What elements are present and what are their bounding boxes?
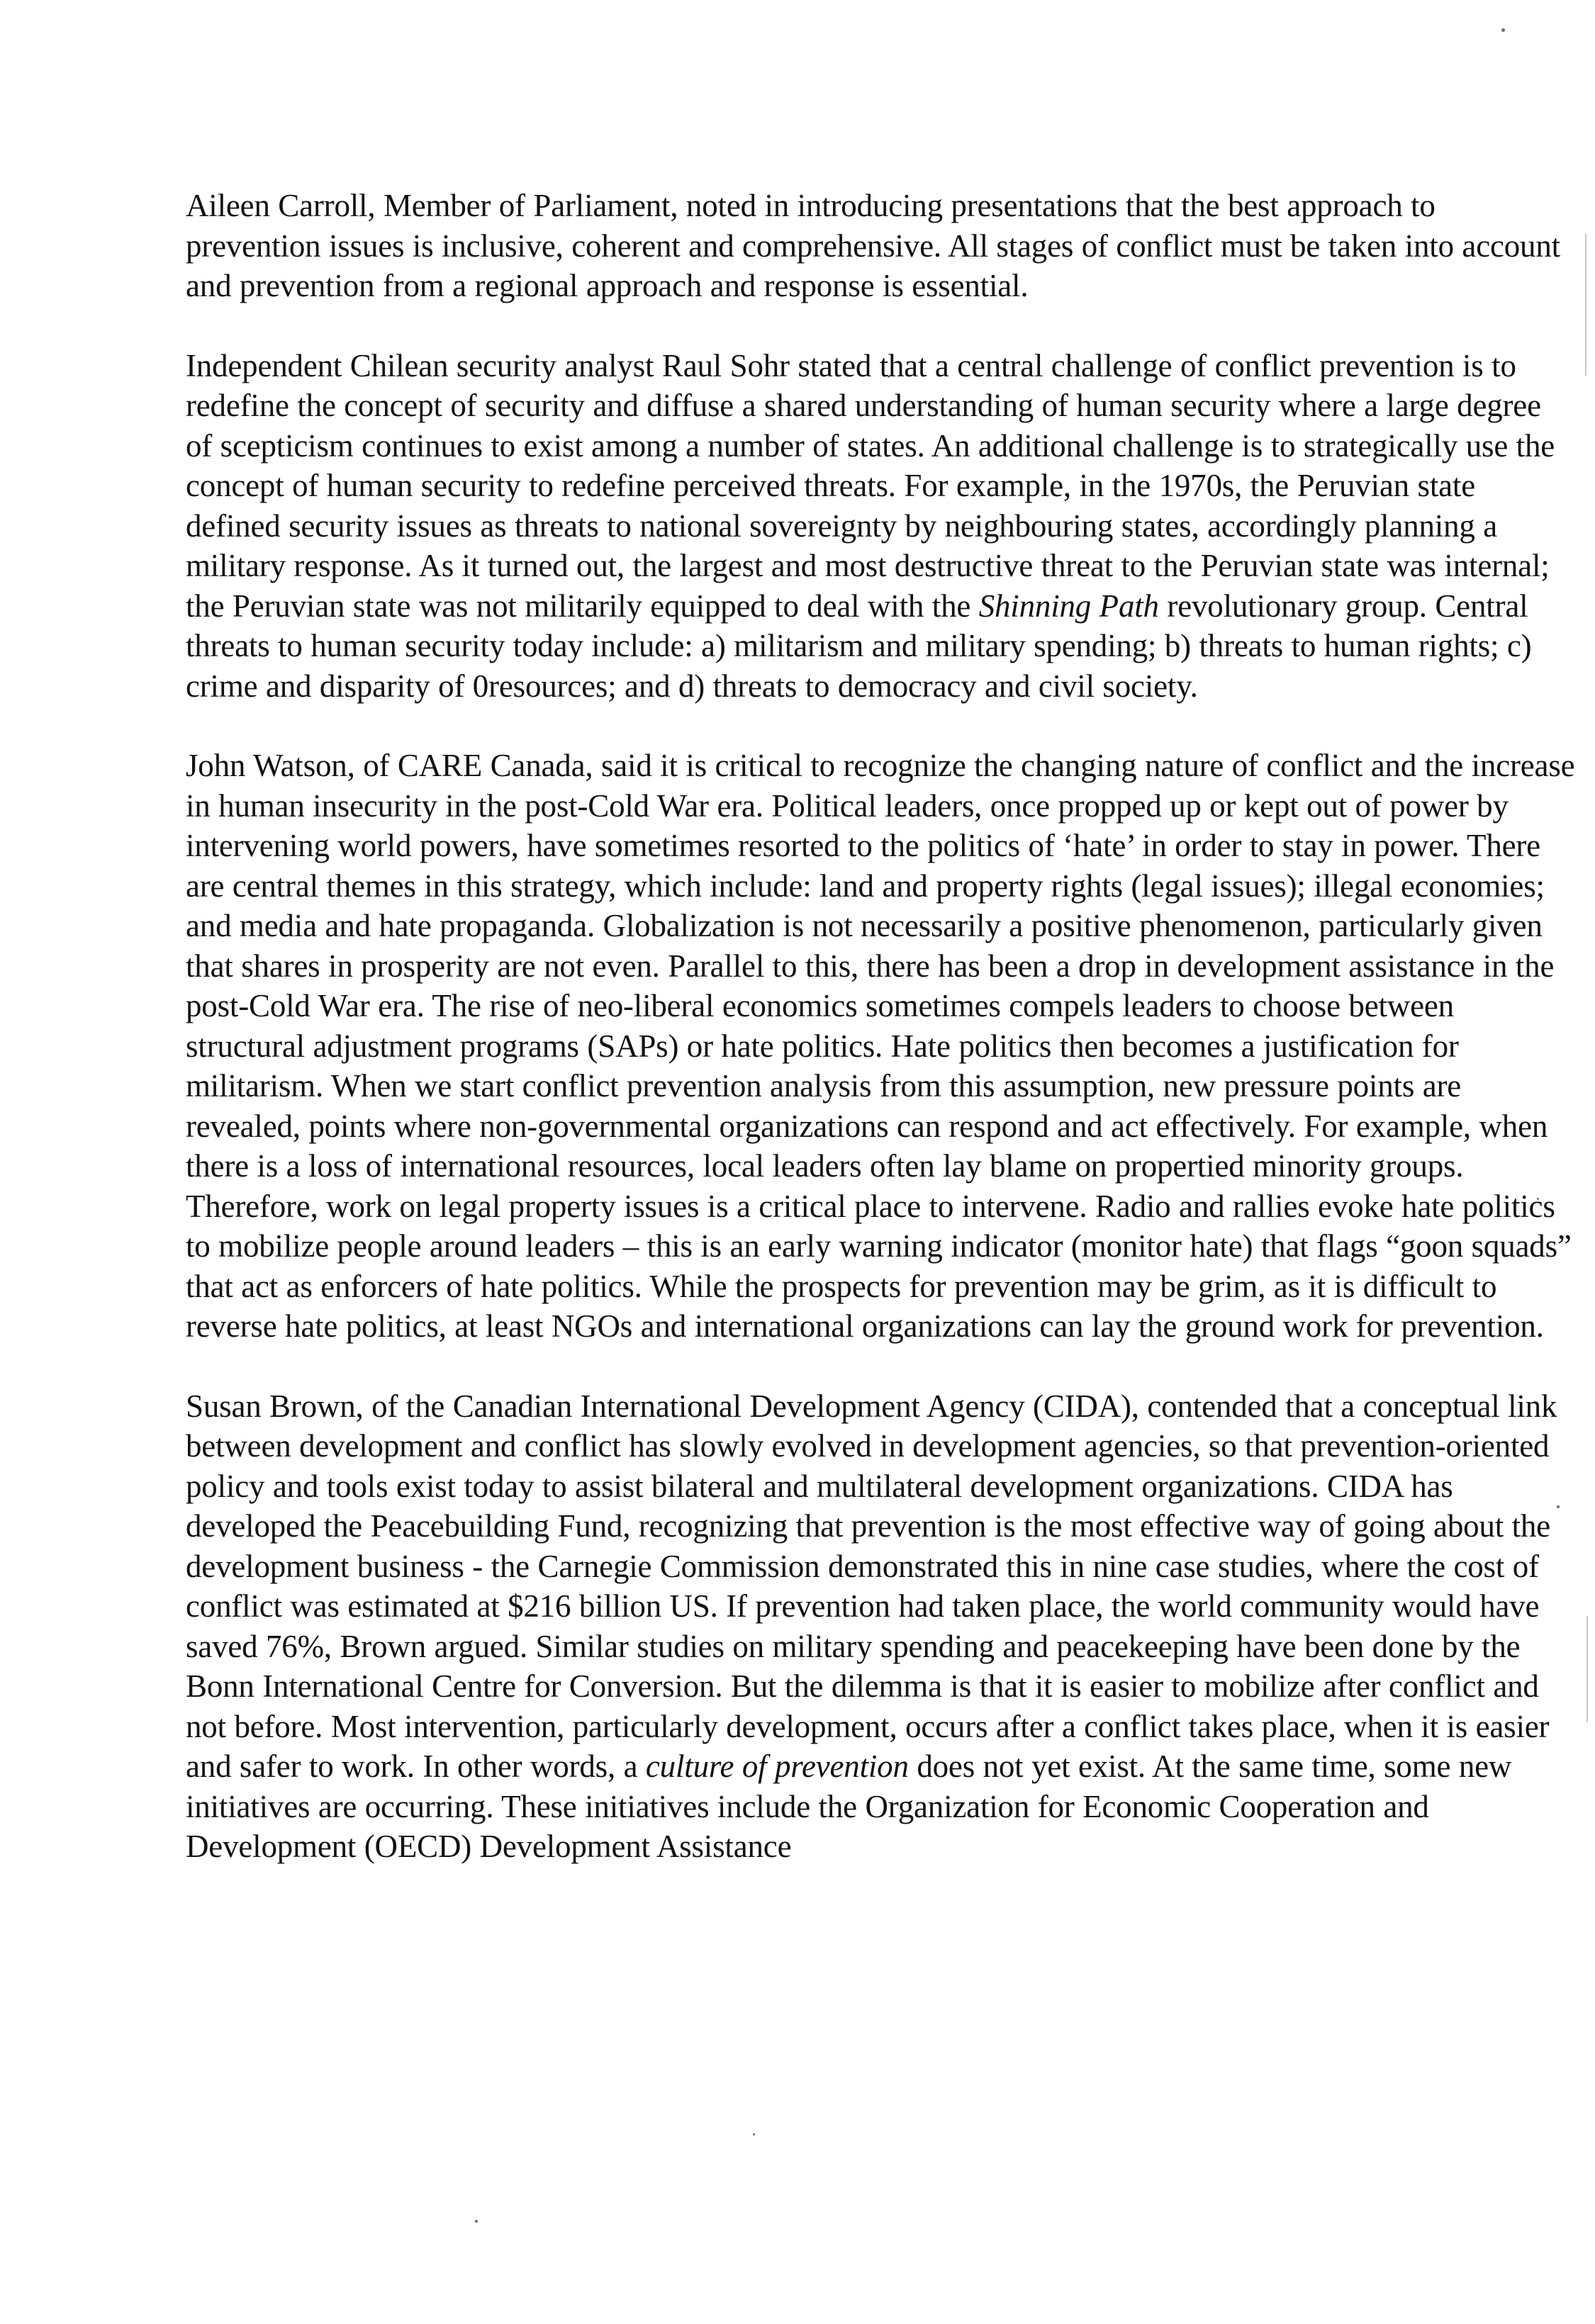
paragraph-text: Independent Chilean security analyst Raul Sohr stated that a central challenge of conflict prevention is to redefine the concept of security and diffuse a shared understanding of human security where a large degree of scepticism continues to exist among a number of states. An additional challenge is to strategically use the concept of human security to redefine perceived threats. For example, in the 1970s, the Peruvian state defined security issues as threats to national sovereignty by neighbouring states, accordingly planning a military response. As it turned out, the largest and most destructive threat to the Peruvian state was internal; the Peruvian state was not militarily equipped to deal with the — [186, 347, 1555, 624]
paragraph-text: John Watson, of CARE Canada, said it is critical to recognize the changing nature of conflict and the increase in human insecurity in the post-Cold War era. Political leaders, once propped up or kept out of power by intervening world powers, have sometimes resorted to the politics of ‘hate’ in order to stay in power. There are central themes in this strategy, which include: land and property rights (legal issues); illegal economies; and media and hate propaganda. Globalization is not necessarily a positive phenomenon, particularly given that shares in prosperity are not even. Parallel to this, there has been a drop in development assistance in the post-Cold War era. The rise of neo-liberal economics sometimes compels leaders to choose between structural adjustment programs (SAPs) or hate politics. Hate politics then becomes a justification for militarism. When we start conflict prevention analysis from this assumption, new pressure points are revealed, points where non-governmental organizations can respond and act effectively. For example, when there is a loss of international resources, local leaders often lay blame on propertied minority groups. Therefore, work on legal property issues is a critical place to intervene. Radio and rallies evoke hate politics to mobilize people around leaders – this is an early warning indicator (monitor hate) that flags “goon squads” that act as enforcers of hate politics. While the prospects for prevention may be grim, as it is difficult to reverse hate politics, at least NGOs and international organizations can lay the ground work for prevention. — [186, 748, 1575, 1344]
paragraph-sohr — [186, 346, 1575, 707]
scan-edge-line — [1586, 1616, 1588, 1722]
scan-speck — [475, 2220, 478, 2223]
paragraph-brown — [186, 1386, 1575, 1867]
paragraph-carroll — [186, 186, 1575, 306]
scan-speck — [1501, 28, 1505, 32]
document-body — [186, 186, 1575, 1907]
paragraph-watson — [186, 746, 1575, 1347]
paragraph-text: Susan Brown, of the Canadian International Development Agency (CIDA), contended that a conceptual link between development and conflict has slowly evolved in development agencies, so that prevention-oriented policy and tools exist today to assist bilateral and multilateral development organizations. CIDA has developed the Peacebuilding Fund, recognizing that prevention is the most effective way of going about the development business - the Carnegie Commission demonstrated this in nine case studies, where the cost of conflict was estimated at $216 billion US. If prevention had taken place, the world community would have saved 76%, Brown argued. Similar studies on military spending and peacekeeping have been done by the Bonn International Centre for Conversion. But the dilemma is that it is easier to mobilize after conflict and not before. Most intervention, particularly development, occurs after a conflict takes place, when it is easier and safer to work. In other words, a — [186, 1388, 1557, 1784]
paragraph-text: revolutionary group. Central threats to human security today include: a) militarism and military spending; b) threats to human rights; c) crime and disparity of 0resources; and d) threats to democracy and civil society. — [186, 588, 1532, 704]
scan-edge-line — [1585, 234, 1586, 376]
scan-speck — [753, 2133, 755, 2135]
emphasis-text: culture of prevention — [645, 1748, 909, 1784]
emphasis-text: Shinning Path — [978, 588, 1159, 624]
paragraph-text: Aileen Carroll, Member of Parliament, noted in introducing presentations that the best approach to prevention issues is inclusive, coherent and comprehensive. All stages of conflict must be taken into account and prevention from a regional approach and response is essential. — [186, 188, 1560, 303]
paragraph-text: does not yet exist. At the same time, some new initiatives are occurring. These initiatives include the Organization for Economic Cooperation and Development (OECD) Development Assistance — [186, 1748, 1512, 1864]
